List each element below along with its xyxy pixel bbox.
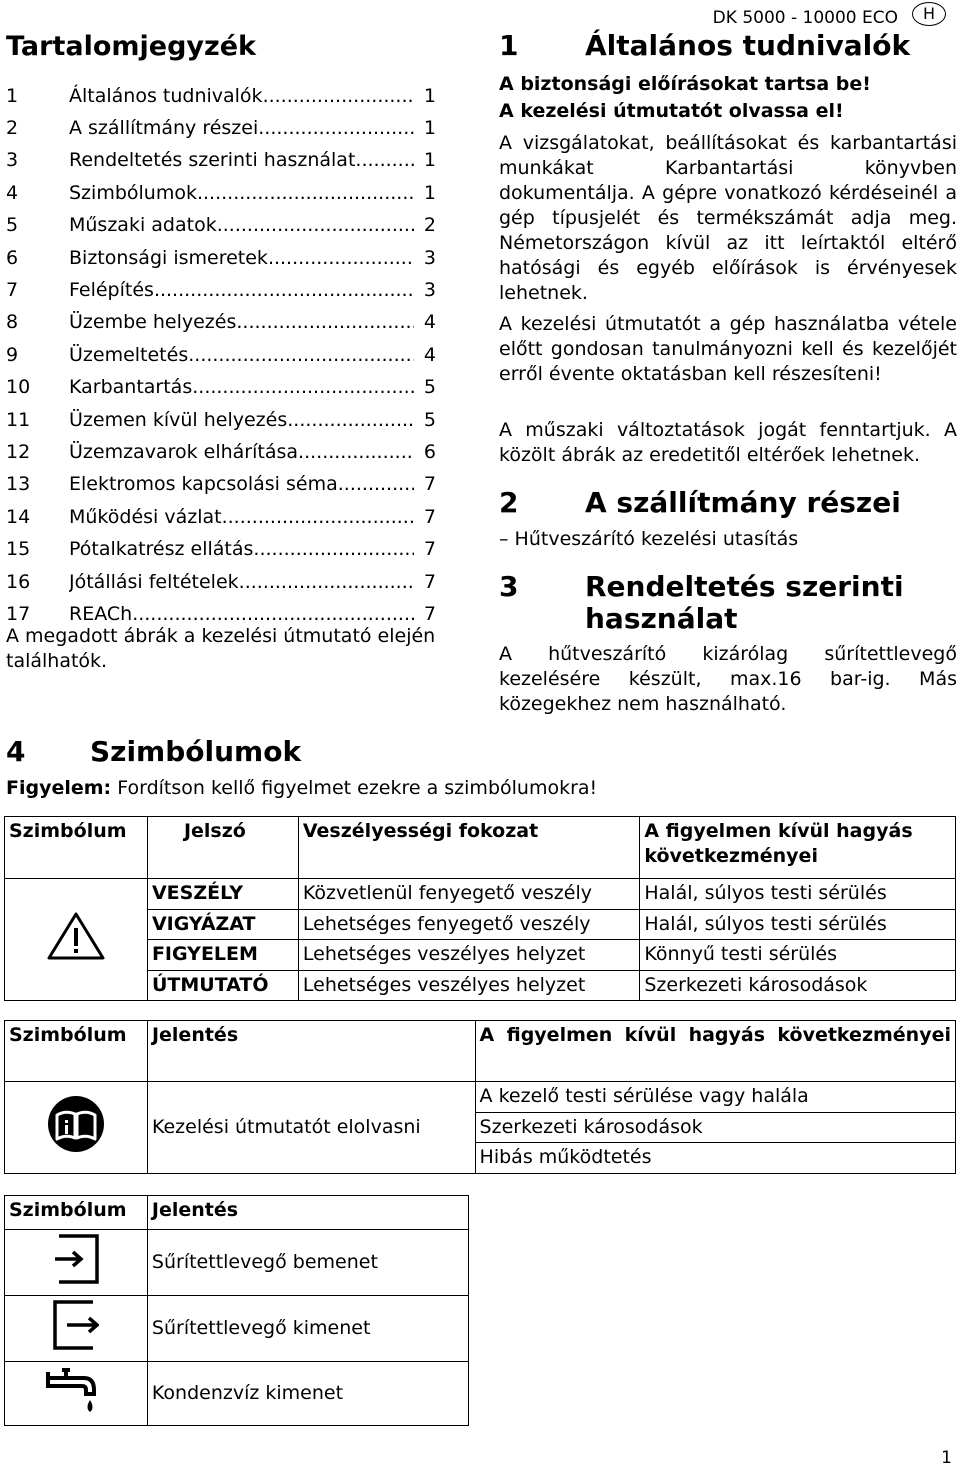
toc-entry-label: Üzemen kívül helyezés xyxy=(69,408,288,431)
t1-signal-2: FIGYELEM xyxy=(147,940,298,971)
toc-entry-num: 8 xyxy=(6,311,19,334)
toc-entry-page: 7 xyxy=(423,505,436,528)
toc-entry-text xyxy=(69,537,436,562)
t2-meaning: Kezelési útmutatót elolvasni xyxy=(147,1082,475,1174)
t1-cons-2: Könnyű testi sérülés xyxy=(640,940,956,971)
toc-entry-text xyxy=(69,408,436,433)
toc-entry-page: 1 xyxy=(423,84,436,107)
language-badge: H xyxy=(912,2,946,26)
toc-entry-page: 3 xyxy=(423,279,436,302)
sec2-num: 2 xyxy=(499,486,519,519)
toc-entry-leader xyxy=(253,537,414,562)
toc-entry-page: 1 xyxy=(423,181,436,204)
t1-header-consequences: A figyelmen kívül hagyás következményei xyxy=(640,817,956,879)
toc-entry xyxy=(6,339,436,371)
toc-entry-leader xyxy=(344,472,414,497)
toc-entry-leader xyxy=(192,375,414,400)
toc-entry-page: 1 xyxy=(423,149,436,172)
toc-note: A megadott ábrák a kezelési útmutató elején találhatók. xyxy=(6,625,436,672)
toc-entry-page: 2 xyxy=(423,214,436,237)
t2-cons-2: Hibás működtetés xyxy=(475,1143,955,1174)
toc-entry xyxy=(6,145,436,177)
toc-entry-label: Jótállási feltételek xyxy=(69,570,239,593)
toc-entry-page: 7 xyxy=(423,473,436,496)
toc-entry xyxy=(6,210,436,242)
toc-entry-label: Üzemzavarok elhárítása xyxy=(69,440,299,463)
toc-entry-leader xyxy=(287,408,414,433)
toc-entry-num: 15 xyxy=(6,538,31,561)
toc-entry xyxy=(6,533,436,565)
toc-entry-page: 5 xyxy=(423,376,436,399)
toc-entry-text xyxy=(69,246,436,271)
toc-entry-label: Felépítés xyxy=(69,279,154,302)
toc-entry-page: 7 xyxy=(423,570,436,593)
toc-entry-num: 5 xyxy=(6,214,19,237)
toc-entry xyxy=(6,404,436,436)
toc-entry-text xyxy=(69,375,436,400)
toc-entry-num: 10 xyxy=(6,376,31,399)
warning-triangle-icon xyxy=(46,911,106,961)
toc-entry-text xyxy=(69,181,436,206)
t2-header-symbol: Szimbólum xyxy=(5,1021,148,1082)
signal-words-table xyxy=(4,816,956,1001)
toc-entry-leader xyxy=(355,148,414,173)
sec3-num: 3 xyxy=(499,570,519,603)
page-number: 1 xyxy=(941,1448,952,1468)
toc-entry-label: REACh xyxy=(69,602,133,625)
toc-entry-text xyxy=(69,440,436,465)
toc-entry xyxy=(6,307,436,339)
t1-signal-1: VIGYÁZAT xyxy=(147,909,298,940)
toc-entry xyxy=(6,372,436,404)
sec1-num: 1 xyxy=(499,29,519,62)
t1-cons-0: Halál, súlyos testi sérülés xyxy=(640,879,956,910)
sec3-p1: A hűtveszárító kizárólag sűrítettlevegő kezelésére készült, max.16 bar-ig. Más közegekhez nem használható. xyxy=(499,643,957,715)
toc-entry xyxy=(6,112,436,144)
toc-entry-text xyxy=(69,213,436,238)
toc-entry-leader xyxy=(236,310,414,335)
toc-entry-num: 1 xyxy=(6,84,19,107)
toc-entry-text xyxy=(69,310,436,335)
toc-entry-num: 6 xyxy=(6,246,19,269)
connections-symbol-table xyxy=(4,1195,469,1426)
toc-entry-label: Üzemeltetés xyxy=(69,343,189,366)
toc-entry-text xyxy=(69,116,436,141)
toc-entry-page: 6 xyxy=(423,440,436,463)
toc-entry-label: Biztonsági ismeretek xyxy=(69,246,268,269)
t3-header-meaning: Jelentés xyxy=(147,1196,468,1230)
t2-header-meaning: Jelentés xyxy=(147,1021,475,1082)
manual-symbol-table xyxy=(4,1020,956,1174)
toc-entry-text xyxy=(69,148,436,173)
sec4-num: 4 xyxy=(6,735,26,768)
t3-icon-cell-2 xyxy=(5,1362,148,1426)
sec4-attention xyxy=(6,776,706,801)
t3-icon-cell-1 xyxy=(5,1296,148,1362)
toc-entry-label: Általános tudnivalók xyxy=(69,84,263,107)
toc-entry-num: 14 xyxy=(6,505,31,528)
toc-entry-label: Pótalkatrész ellátás xyxy=(69,538,254,561)
toc-entry-page: 3 xyxy=(423,246,436,269)
t1-cons-1: Halál, súlyos testi sérülés xyxy=(640,909,956,940)
toc-entry-leader xyxy=(197,181,414,206)
toc-entry-leader xyxy=(188,343,414,368)
t3-meaning-2: Kondenzvíz kimenet xyxy=(147,1362,468,1426)
toc-entry-label: Üzembe helyezés xyxy=(69,311,237,334)
t2-cons-0: A kezelő testi sérülése vagy halála xyxy=(475,1082,955,1113)
t1-level-0: Közvetlenül fenyegető veszély xyxy=(298,879,639,910)
sec1-bold2: A kezelési útmutatót olvassa el! xyxy=(499,100,844,122)
toc-entry xyxy=(6,469,436,501)
sec3-title-line2: használat xyxy=(585,602,738,635)
toc-entry-text xyxy=(69,278,436,303)
toc-entry-num: 7 xyxy=(6,279,19,302)
t1-level-2: Lehetséges veszélyes helyzet xyxy=(298,940,639,971)
toc-entry-leader xyxy=(268,246,414,271)
t1-header-signal: Jelszó xyxy=(147,817,298,879)
toc-entry-leader xyxy=(239,570,414,595)
t1-level-3: Lehetséges veszélyes helyzet xyxy=(298,970,639,1001)
toc-title: Tartalomjegyzék xyxy=(6,31,257,62)
toc-entry-page: 4 xyxy=(423,311,436,334)
t1-cons-3: Szerkezeti károsodások xyxy=(640,970,956,1001)
sec1-p1: A vizsgálatokat, beállításokat és karbantartási munkákat Karbantartási könyvben dokumentálja. A gépre vonatkozó kérdéseinél a gép típusjelét és termékszámát adja meg. Németországon kívül az itt leírtaktól eltérő hatósági és egyéb előírások is érvényesek lehetnek. xyxy=(499,132,957,304)
toc-entry-label: Szimbólumok xyxy=(69,181,197,204)
sec1-heading xyxy=(499,30,957,62)
toc-entry-num: 2 xyxy=(6,117,19,140)
attention-text: Fordítson kellő figyelmet ezekre a szimbólumokra! xyxy=(111,777,598,799)
table-of-contents xyxy=(6,80,436,631)
toc-entry xyxy=(6,501,436,533)
t1-signal-0: VESZÉLY xyxy=(147,879,298,910)
toc-entry xyxy=(6,436,436,468)
toc-entry-page: 5 xyxy=(423,408,436,431)
t1-level-1: Lehetséges fenyegető veszély xyxy=(298,909,639,940)
sec1-p3: A műszaki változtatások jogát fenntartjuk. A közölt ábrák az eredetitől eltérőek lehetnek. xyxy=(499,419,957,466)
toc-entry-num: 3 xyxy=(6,149,19,172)
t2-icon-cell xyxy=(5,1082,148,1174)
sec2-heading xyxy=(499,487,957,519)
toc-entry-label: A szállítmány részei xyxy=(69,117,259,140)
toc-entry-num: 9 xyxy=(6,343,19,366)
attention-label: Figyelem: xyxy=(6,777,112,799)
toc-entry-label: Műszaki adatok xyxy=(69,214,217,237)
t1-icon-cell xyxy=(5,879,148,1001)
header-model: DK 5000 - 10000 ECO xyxy=(712,8,898,28)
sec3-heading xyxy=(499,571,957,635)
toc-entry-leader xyxy=(217,213,414,238)
toc-entry-num: 13 xyxy=(6,473,31,496)
air-inlet-icon xyxy=(53,1232,99,1286)
read-manual-icon xyxy=(46,1094,106,1154)
toc-entry xyxy=(6,566,436,598)
t1-signal-3: ÚTMUTATÓ xyxy=(147,970,298,1001)
toc-entry-leader xyxy=(258,116,414,141)
toc-entry-label: Elektromos kapcsolási séma. xyxy=(69,473,344,496)
toc-entry-page: 7 xyxy=(423,602,436,625)
toc-entry-text xyxy=(69,84,436,109)
toc-entry-num: 11 xyxy=(6,408,31,431)
toc-entry-label: Rendeltetés szerinti használat xyxy=(69,149,356,172)
toc-entry-page: 1 xyxy=(423,117,436,140)
toc-entry xyxy=(6,242,436,274)
toc-entry-text xyxy=(69,472,436,497)
toc-entry xyxy=(6,177,436,209)
t1-header-level: Veszélyességi fokozat xyxy=(298,817,639,879)
toc-entry-leader xyxy=(298,440,414,465)
condensate-drain-icon xyxy=(46,1364,106,1416)
sec2-item: – Hűtveszárító kezelési utasítás xyxy=(499,528,799,550)
toc-entry-text xyxy=(69,505,436,530)
toc-entry xyxy=(6,80,436,112)
toc-entry-label: Karbantartás xyxy=(69,376,193,399)
toc-entry-label: Működési vázlat xyxy=(69,505,222,528)
toc-entry-text xyxy=(69,343,436,368)
t3-meaning-1: Sűrítettlevegő kimenet xyxy=(147,1296,468,1362)
t3-icon-cell-0 xyxy=(5,1230,148,1296)
sec1-bold1: A biztonsági előírásokat tartsa be! xyxy=(499,73,871,95)
air-outlet-icon xyxy=(53,1298,99,1352)
toc-entry-page: 7 xyxy=(423,538,436,561)
toc-entry-num: 12 xyxy=(6,440,31,463)
toc-entry-num: 4 xyxy=(6,181,19,204)
sec4-title: Szimbólumok xyxy=(90,735,302,768)
t2-cons-1: Szerkezeti károsodások xyxy=(475,1112,955,1143)
t3-meaning-0: Sűrítettlevegő bemenet xyxy=(147,1230,468,1296)
sec4-heading xyxy=(6,736,301,768)
toc-entry xyxy=(6,274,436,306)
toc-entry-leader xyxy=(222,505,414,530)
toc-entry-num: 16 xyxy=(6,570,31,593)
sec3-title-line1: Rendeltetés szerinti xyxy=(585,570,904,603)
toc-entry-num: 17 xyxy=(6,602,31,625)
t2-header-consequences: A figyelmen kívül hagyás következményei xyxy=(475,1021,955,1082)
toc-entry-page: 4 xyxy=(423,343,436,366)
sec2-title: A szállítmány részei xyxy=(585,486,901,519)
toc-entry-text xyxy=(69,570,436,595)
toc-entry-leader xyxy=(154,278,414,303)
t1-header-symbol: Szimbólum xyxy=(5,817,148,879)
t3-header-symbol: Szimbólum xyxy=(5,1196,148,1230)
sec1-p2: A kezelési útmutatót a gép használatba vétele előtt gondosan tanulmányozni kell és kezelőjét erről évente oktatásban kell részesíteni! xyxy=(499,313,957,385)
toc-entry-leader xyxy=(263,84,414,109)
sec1-title: Általános tudnivalók xyxy=(585,29,911,62)
